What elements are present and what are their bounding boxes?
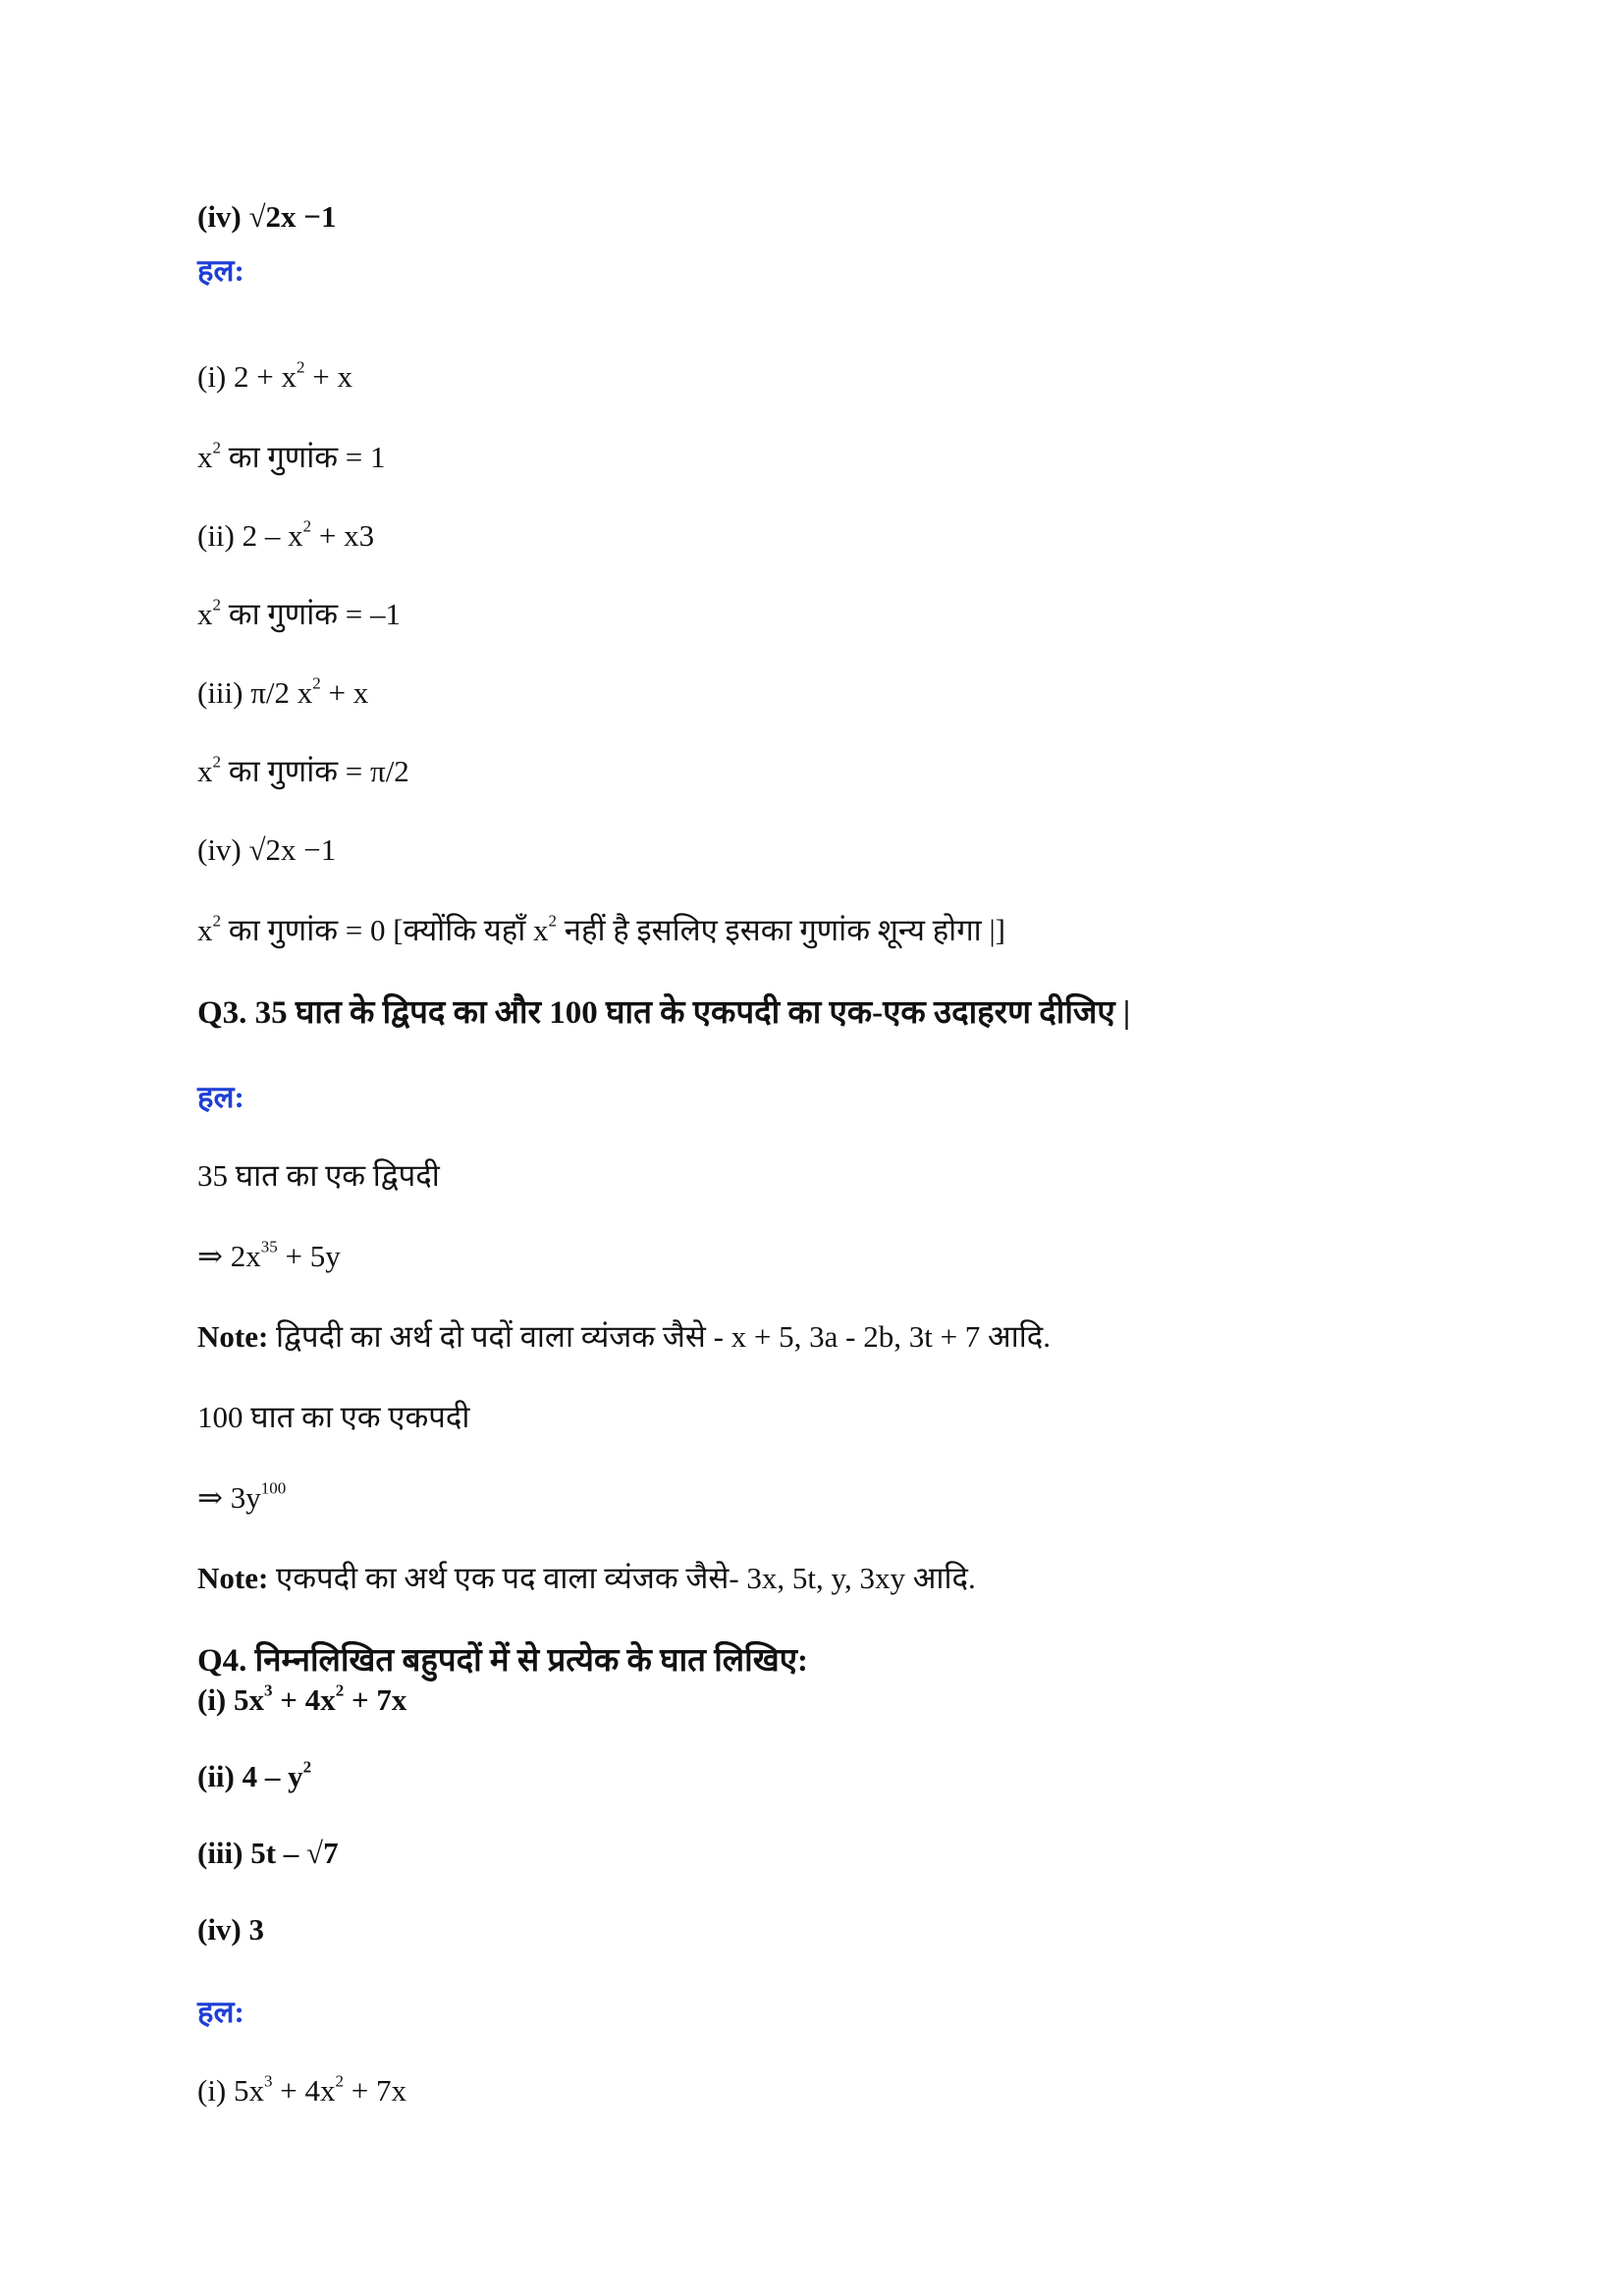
question-4 xyxy=(197,1641,808,1681)
solution-line-ii xyxy=(197,516,374,556)
expression-text: ⇒ 2x xyxy=(197,1239,261,1273)
expression-text: + 4x xyxy=(272,1682,336,1717)
exponent: 2 xyxy=(335,1681,345,1700)
exponent: 2 xyxy=(212,438,222,457)
coefficient-text: का गुणांक = 1 xyxy=(221,440,386,474)
solution-line-i xyxy=(197,357,352,397)
question-text: (iv) √2x −1 xyxy=(197,199,337,234)
exponent: 2 xyxy=(212,752,222,772)
question-part-iv xyxy=(197,197,336,237)
solution-label: हल: xyxy=(197,1080,244,1114)
coefficient-line-i xyxy=(197,438,386,477)
coefficient-text: का गुणांक = 0 [क्योंकि यहाँ x xyxy=(221,913,549,947)
solution-heading xyxy=(197,251,244,291)
solution-line-iv xyxy=(197,830,336,870)
expression-tail: + 5y xyxy=(277,1239,341,1273)
note-label: Note: xyxy=(197,1319,269,1354)
exponent: 2 xyxy=(212,911,222,931)
exponent: 3 xyxy=(264,1681,273,1700)
answer-4-part-i xyxy=(197,2071,406,2110)
expression-tail: + x xyxy=(320,675,369,710)
expression-text: (iii) π/2 x xyxy=(197,675,313,710)
monomial-heading xyxy=(197,1398,469,1437)
monomial-example xyxy=(197,1478,286,1518)
exponent: 2 xyxy=(312,673,321,693)
variable: x xyxy=(197,754,213,788)
exponent: 2 xyxy=(302,516,312,536)
question-4-part-iv xyxy=(197,1910,264,1949)
question-4-part-i xyxy=(197,1681,406,1720)
variable: x xyxy=(197,913,213,947)
solution-heading xyxy=(197,1078,244,1117)
binomial-heading xyxy=(197,1156,440,1196)
expression-text: (iii) 5t – √7 xyxy=(197,1836,339,1870)
expression-tail: + x xyxy=(304,359,352,394)
expression-text: (iv) √2x −1 xyxy=(197,832,337,867)
exponent: 2 xyxy=(302,1757,312,1777)
solution-heading xyxy=(197,1993,244,2032)
note-text: द्विपदी का अर्थ दो पदों वाला व्यंजक जैसे - x + 5, 3a - 2b, 3t + 7 आदि. xyxy=(268,1319,1051,1354)
exponent: 3 xyxy=(264,2071,273,2091)
note-text: एकपदी का अर्थ एक पद वाला व्यंजक जैसे- 3x, 5t, y, 3xy आदि. xyxy=(268,1561,976,1595)
expression-tail: + 7x xyxy=(344,2073,407,2108)
solution-label: हल: xyxy=(197,1995,244,2029)
solution-line-iii xyxy=(197,673,368,713)
question-3 xyxy=(197,993,1130,1033)
exponent: 2 xyxy=(297,357,305,377)
expression-text: (i) 5x xyxy=(197,1682,265,1717)
expression-text: (i) 5x xyxy=(197,2073,265,2108)
note-binomial xyxy=(197,1317,1051,1357)
expression-text: (i) 2 + x xyxy=(197,359,297,394)
exponent: 35 xyxy=(260,1237,278,1256)
coefficient-text: नहीं है इसलिए इसका गुणांक शून्य होगा |] xyxy=(557,913,1005,947)
coefficient-line-iii xyxy=(197,752,409,791)
solution-label: हल: xyxy=(197,253,244,288)
expression-tail: + 7x xyxy=(344,1682,407,1717)
expression-text: (ii) 2 – x xyxy=(197,518,303,553)
exponent: 2 xyxy=(212,595,222,614)
question-text: Q3. 35 घात के द्विपद का और 100 घात के एकपदी का एक-एक उदाहरण दीजिए | xyxy=(197,995,1131,1031)
exponent: 2 xyxy=(548,911,558,931)
expression-text: (ii) 4 – y xyxy=(197,1759,303,1793)
coefficient-line-iv xyxy=(197,911,1005,950)
variable: x xyxy=(197,440,213,474)
coefficient-text: का गुणांक = –1 xyxy=(221,597,402,631)
statement-text: 100 घात का एक एकपदी xyxy=(197,1400,470,1434)
note-monomial xyxy=(197,1559,976,1598)
statement-text: 35 घात का एक द्विपदी xyxy=(197,1158,440,1193)
expression-text: + 4x xyxy=(272,2073,336,2108)
variable: x xyxy=(197,597,213,631)
question-text: Q4. निम्नलिखित बहुपदों में से प्रत्येक के घात लिखिए: xyxy=(197,1643,808,1679)
coefficient-text: का गुणांक = π/2 xyxy=(221,754,409,788)
expression-tail: + x3 xyxy=(311,518,375,553)
exponent: 100 xyxy=(260,1478,287,1498)
question-4-part-iii xyxy=(197,1834,339,1873)
expression-text: (iv) 3 xyxy=(197,1912,265,1947)
binomial-example xyxy=(197,1237,341,1276)
exponent: 2 xyxy=(335,2071,345,2091)
expression-text: ⇒ 3y xyxy=(197,1480,261,1515)
question-4-part-ii xyxy=(197,1757,311,1796)
note-label: Note: xyxy=(197,1561,269,1595)
coefficient-line-ii xyxy=(197,595,401,634)
